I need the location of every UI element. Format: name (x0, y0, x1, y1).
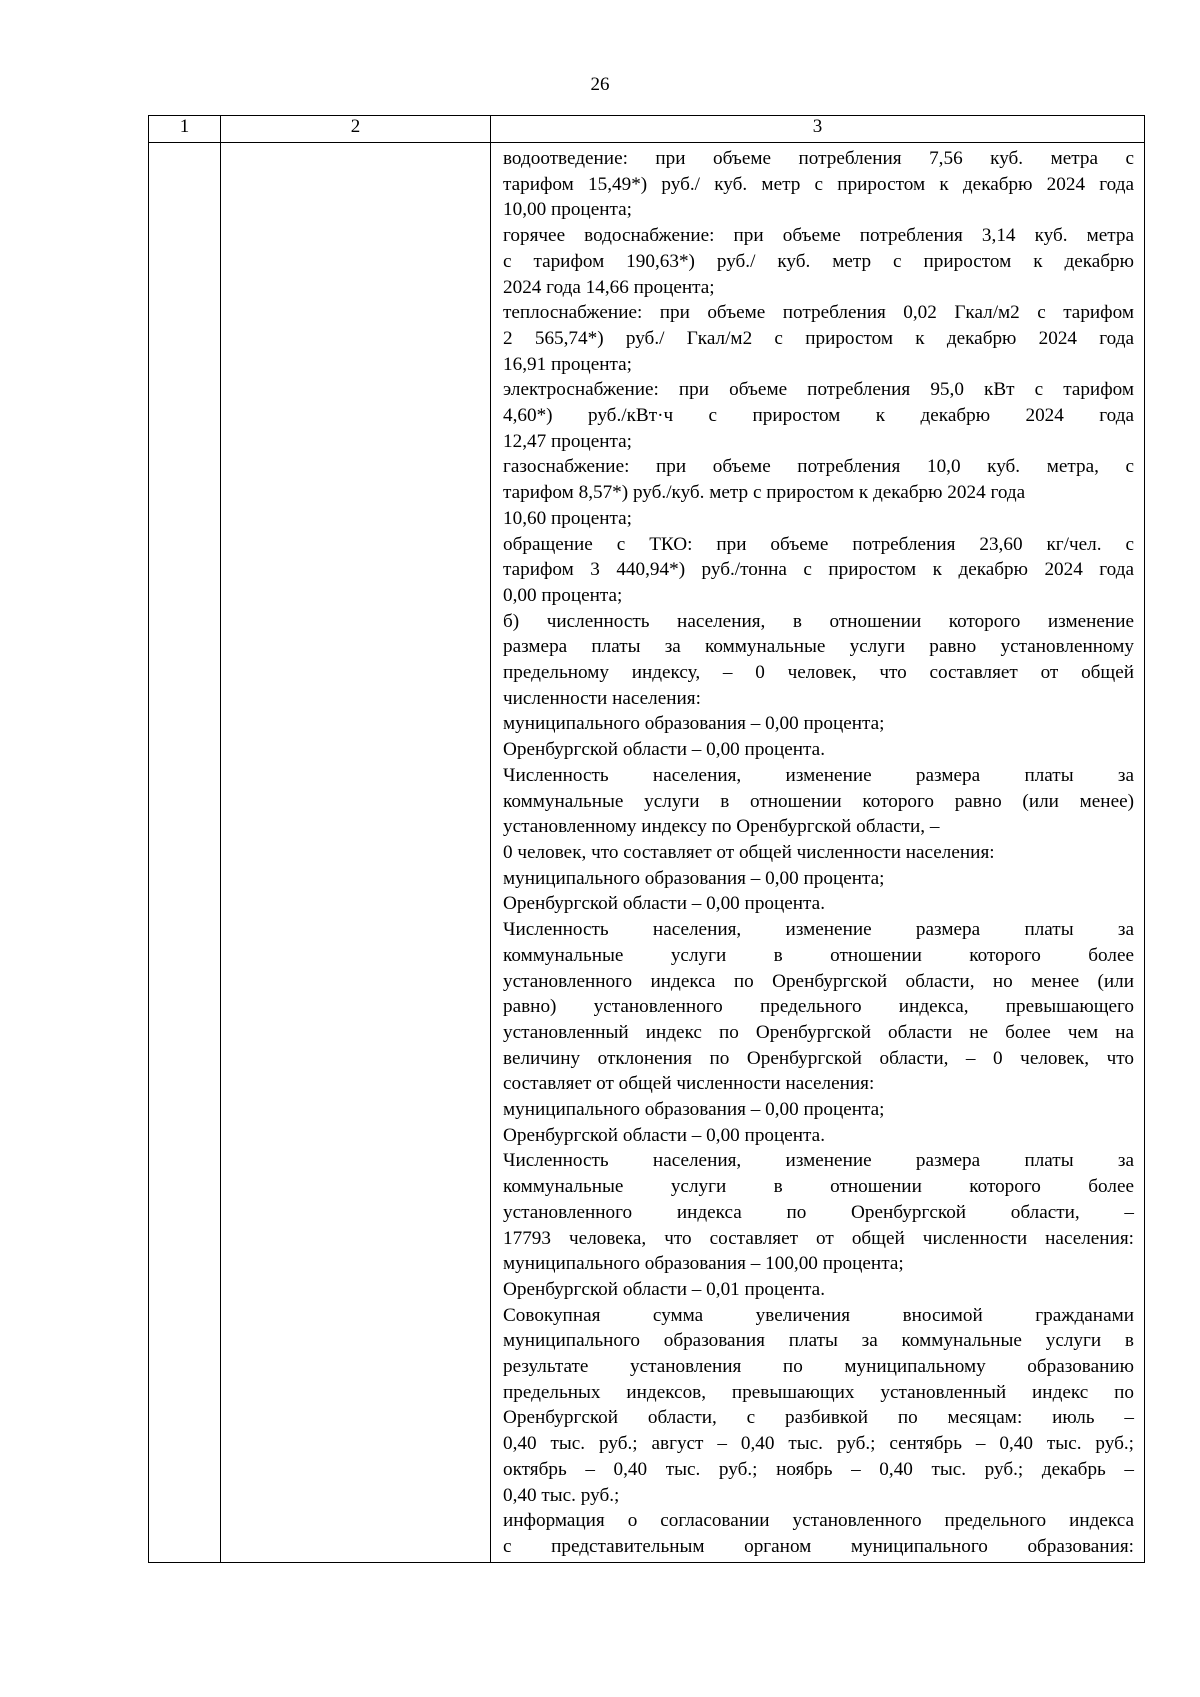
text-line: с представительным органом муниципального образования: (503, 1535, 1134, 1557)
text-line: результате установления по муниципальному образованию (503, 1356, 1134, 1378)
column-header-3: 3 (491, 116, 1145, 143)
text-line: б) численность населения, в отношении которого изменение (503, 610, 1134, 632)
text-line: водоотведение: при объеме потребления 7,56 куб. метра с (503, 148, 1134, 169)
document-table (148, 115, 1145, 1563)
text-line: Численность населения, изменение размера платы за (503, 1150, 1134, 1172)
text-line: муниципального образования платы за коммунальные услуги в (503, 1330, 1134, 1352)
text-line: информация о согласовании установленного предельного индекса (503, 1510, 1134, 1532)
text-line: 0 человек, что составляет от общей численности населения: (503, 841, 995, 863)
column-header-2: 2 (221, 116, 491, 143)
text-line: 0,40 тыс. руб.; (503, 1484, 620, 1506)
column-header-1: 1 (149, 116, 221, 143)
text-line: Совокупная сумма увеличения вносимой гражданами (503, 1304, 1134, 1326)
text-line: 10,60 процента; (503, 507, 632, 529)
text-line: 0,00 процента; (503, 584, 623, 606)
text-line: 12,47 процента; (503, 430, 632, 452)
text-line: 4,60*) руб./кВт·ч с приростом к декабрю 2024 года (503, 405, 1134, 427)
text-line: тарифом 3 440,94*) руб./тонна с приростом к декабрю 2024 года (503, 559, 1134, 581)
table-row (149, 143, 1145, 1563)
text-line: установленный индекс по Оренбургской области не более чем на (503, 1021, 1134, 1043)
text-line: муниципального образования – 0,00 процента; (503, 867, 885, 889)
text-line: обращение с ТКО: при объеме потребления 23,60 кг/чел. с (503, 533, 1134, 555)
text-line: численности населения: (503, 687, 701, 709)
text-line: Оренбургской области – 0,01 процента. (503, 1278, 825, 1300)
text-line: Оренбургской области – 0,00 процента. (503, 739, 825, 761)
text-line: горячее водоснабжение: при объеме потребления 3,14 куб. метра (503, 225, 1134, 247)
text-line: теплоснабжение: при объеме потребления 0,02 Гкал/м2 с тарифом (503, 302, 1134, 324)
text-line: газоснабжение: при объеме потребления 10,0 куб. метра, с (503, 456, 1134, 478)
text-line: 2 565,74*) руб./ Гкал/м2 с приростом к декабрю 2024 года (503, 327, 1134, 349)
text-line: тарифом 15,49*) руб./ куб. метр с приростом к декабрю 2024 года (503, 173, 1134, 195)
text-line: муниципального образования – 0,00 процента; (503, 1099, 885, 1121)
cell-column-1 (149, 143, 221, 1563)
text-line: установленному индексу по Оренбургской области, – (503, 816, 940, 838)
text-line: составляет от общей численности населения: (503, 1073, 875, 1095)
text-line: электроснабжение: при объеме потребления 95,0 кВт с тарифом (503, 379, 1134, 401)
cell-text (503, 146, 1134, 1560)
cell-column-3 (491, 143, 1145, 1563)
text-line: муниципального образования – 100,00 процента; (503, 1253, 904, 1275)
text-line: 2024 года 14,66 процента; (503, 276, 715, 298)
text-line: Оренбургской области – 0,00 процента. (503, 893, 825, 915)
page-number: 26 (590, 74, 610, 95)
text-line: 16,91 процента; (503, 353, 632, 375)
text-line: равно) установленного предельного индекса, превышающего (503, 996, 1134, 1018)
text-line: коммунальные услуги в отношении которого равно (или менее) (503, 790, 1134, 812)
text-line: предельных индексов, превышающих установленный индекс по (503, 1381, 1134, 1403)
text-line: Численность населения, изменение размера платы за (503, 919, 1134, 941)
text-line: установленного индекса по Оренбургской области, но менее (или (503, 970, 1134, 992)
text-line: коммунальные услуги в отношении которого более (503, 1176, 1134, 1198)
text-line: октябрь – 0,40 тыс. руб.; ноябрь – 0,40 тыс. руб.; декабрь – (503, 1458, 1134, 1480)
text-line: тарифом 8,57*) руб./куб. метр с приростом к декабрю 2024 года (503, 482, 1026, 504)
text-line: коммунальные услуги в отношении которого более (503, 944, 1134, 966)
table-header-row (149, 116, 1145, 143)
text-line: размера платы за коммунальные услуги равно установленному (503, 636, 1134, 658)
text-line: 10,00 процента; (503, 199, 632, 221)
text-line: величину отклонения по Оренбургской области, – 0 человек, что (503, 1047, 1134, 1069)
text-line: предельному индексу, – 0 человек, что составляет от общей (503, 662, 1134, 684)
text-line: установленного индекса по Оренбургской области, – (503, 1201, 1134, 1223)
text-line: Оренбургской области, с разбивкой по месяцам: июль – (503, 1407, 1134, 1429)
text-line: с тарифом 190,63*) руб./ куб. метр с приростом к декабрю (503, 250, 1134, 272)
cell-column-2 (221, 143, 491, 1563)
text-line: 0,40 тыс. руб.; август – 0,40 тыс. руб.; сентябрь – 0,40 тыс. руб.; (503, 1433, 1134, 1455)
text-line: 17793 человека, что составляет от общей численности населения: (503, 1227, 1134, 1249)
text-line: муниципального образования – 0,00 процента; (503, 713, 885, 735)
text-line: Оренбургской области – 0,00 процента. (503, 1124, 825, 1146)
text-line: Численность населения, изменение размера платы за (503, 764, 1134, 786)
